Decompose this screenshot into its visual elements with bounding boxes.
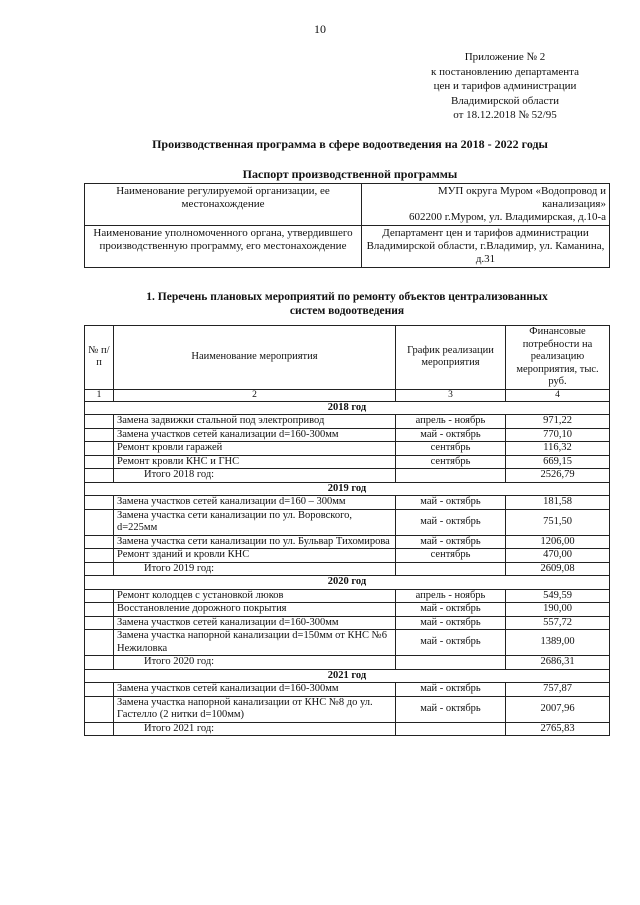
measure-schedule: сентябрь <box>396 442 506 456</box>
measure-schedule: сентябрь <box>396 455 506 469</box>
table-row <box>85 549 610 563</box>
measure-cost: 757,87 <box>506 683 610 697</box>
appendix-line: к постановлению департамента <box>431 65 579 78</box>
measure-cost: 549,59 <box>506 589 610 603</box>
year-row-2018 <box>85 401 610 415</box>
measure-name: Ремонт кровли гаражей <box>114 442 396 456</box>
measure-schedule: май - октябрь <box>396 630 506 656</box>
appendix-line: цен и тарифов администрации <box>433 80 577 92</box>
table-row <box>85 696 610 722</box>
appendix-line: Приложение № 2 <box>464 51 546 63</box>
table-row <box>85 455 610 469</box>
passport-label: Наименование регулируемой организации, ее местонахождение <box>85 184 362 226</box>
measures-table <box>84 325 610 736</box>
measure-cost: 181,58 <box>506 496 610 510</box>
year-label: 2019 год <box>85 482 610 496</box>
passport-value-line: 602200 г.Муром, ул. Владимирская, д.10-а <box>409 211 606 223</box>
total-row <box>85 469 610 483</box>
measure-cost: 470,00 <box>506 549 610 563</box>
table-row <box>85 589 610 603</box>
passport-value-line: канализация» <box>542 198 606 210</box>
total-row <box>85 656 610 670</box>
measure-schedule: май - октябрь <box>396 616 506 630</box>
document-title: Производственная программа в сфере водоотведения на 2018 - 2022 годы <box>152 137 548 151</box>
measure-name: Замена участков сетей канализации d=160-300мм <box>114 428 396 442</box>
measure-name: Замена задвижки стальной под электропривод <box>114 415 396 429</box>
header-finance: Финансовые потребности на реализацию мероприятия, тыс. руб. <box>506 326 610 390</box>
measure-name: Замена участка напорной канализации от КНС №8 до ул. Гастелло (2 нитки d=100мм) <box>114 696 396 722</box>
column-number: 2 <box>114 389 396 401</box>
measure-name: Ремонт зданий и кровли КНС <box>114 549 396 563</box>
table-row <box>85 442 610 456</box>
year-label: 2020 год <box>85 576 610 590</box>
measure-name: Замена участка напорной канализации d=150мм от КНС №6 Нежиловка <box>114 630 396 656</box>
year-label: 2018 год <box>85 401 610 415</box>
table-row <box>85 535 610 549</box>
year-row-2021 <box>85 669 610 683</box>
column-number-row <box>85 389 610 401</box>
measure-schedule: май - октябрь <box>396 683 506 697</box>
measure-cost: 557,72 <box>506 616 610 630</box>
measure-schedule: апрель - ноябрь <box>396 589 506 603</box>
total-row <box>85 562 610 576</box>
table-row <box>85 428 610 442</box>
measure-cost: 2007,96 <box>506 696 610 722</box>
measure-cost: 190,00 <box>506 603 610 617</box>
appendix-header <box>400 50 610 123</box>
passport-row <box>85 226 610 268</box>
table-row <box>85 509 610 535</box>
header-row <box>85 326 610 390</box>
measure-schedule: май - октябрь <box>396 603 506 617</box>
passport-label: Наименование уполномоченного органа, утвердившего производственную программу, его местонахождение <box>85 226 362 268</box>
measure-name: Замена участков сетей канализации d=160 – 300мм <box>114 496 396 510</box>
table-row <box>85 603 610 617</box>
column-number: 3 <box>396 389 506 401</box>
passport-value-line: МУП округа Муром «Водопровод и <box>437 185 606 197</box>
section-title-line: систем водоотведения <box>289 305 405 317</box>
measure-name: Замена участков сетей канализации d=160-300мм <box>114 683 396 697</box>
table-row <box>85 415 610 429</box>
year-row-2019 <box>85 482 610 496</box>
column-number: 1 <box>85 389 114 401</box>
section-title-line: 1. Перечень плановых мероприятий по ремонту объектов централизованных <box>146 291 548 303</box>
appendix-line: Владимирской области <box>450 94 560 107</box>
appendix-line: от 18.12.2018 № 52/95 <box>453 109 557 121</box>
header-name: Наименование мероприятия <box>114 326 396 390</box>
header-schedule: График реализации мероприятия <box>396 326 506 390</box>
year-row-2020 <box>85 576 610 590</box>
passport-row <box>85 184 610 226</box>
table-row <box>85 630 610 656</box>
measure-schedule: май - октябрь <box>396 496 506 510</box>
table-row <box>85 683 610 697</box>
measure-schedule: апрель - ноябрь <box>396 415 506 429</box>
measure-cost: 751,50 <box>506 509 610 535</box>
measure-cost: 1206,00 <box>506 535 610 549</box>
measure-name: Замена участков сетей канализации d=160-300мм <box>114 616 396 630</box>
measure-cost: 971,22 <box>506 415 610 429</box>
measure-schedule: май - октябрь <box>396 509 506 535</box>
measure-cost: 770,10 <box>506 428 610 442</box>
measure-schedule: май - октябрь <box>396 696 506 722</box>
page-number: 10 <box>314 22 326 36</box>
total-label: Итого 2020 год: <box>114 656 396 670</box>
measure-name: Ремонт колодцев с установкой люков <box>114 589 396 603</box>
measure-cost: 669,15 <box>506 455 610 469</box>
total-row <box>85 722 610 736</box>
total-value: 2526,79 <box>506 469 610 483</box>
total-label: Итого 2019 год: <box>114 562 396 576</box>
passport-title: Паспорт производственной программы <box>242 167 458 181</box>
header-num: № п/п <box>85 326 114 390</box>
measure-cost: 1389,00 <box>506 630 610 656</box>
column-number: 4 <box>506 389 610 401</box>
measure-name: Ремонт кровли КНС и ГНС <box>114 455 396 469</box>
measure-name: Замена участка сети канализации по ул. Воровского, d=225мм <box>114 509 396 535</box>
passport-table <box>84 183 610 268</box>
passport-value <box>362 184 610 226</box>
measure-cost: 116,32 <box>506 442 610 456</box>
total-value: 2609,08 <box>506 562 610 576</box>
measure-schedule: май - октябрь <box>396 428 506 442</box>
table-row <box>85 496 610 510</box>
measure-name: Восстановление дорожного покрытия <box>114 603 396 617</box>
measure-schedule: май - октябрь <box>396 535 506 549</box>
measure-name: Замена участка сети канализации по ул. Бульвар Тихомирова <box>114 535 396 549</box>
measure-schedule: сентябрь <box>396 549 506 563</box>
total-value: 2765,83 <box>506 722 610 736</box>
passport-value: Департамент цен и тарифов администрации Владимирской области, г.Владимир, ул. Каманина, д.31 <box>362 226 610 268</box>
table-row <box>85 616 610 630</box>
total-value: 2686,31 <box>506 656 610 670</box>
section-title <box>84 290 610 318</box>
total-label: Итого 2021 год: <box>114 722 396 736</box>
year-label: 2021 год <box>85 669 610 683</box>
total-label: Итого 2018 год: <box>114 469 396 483</box>
